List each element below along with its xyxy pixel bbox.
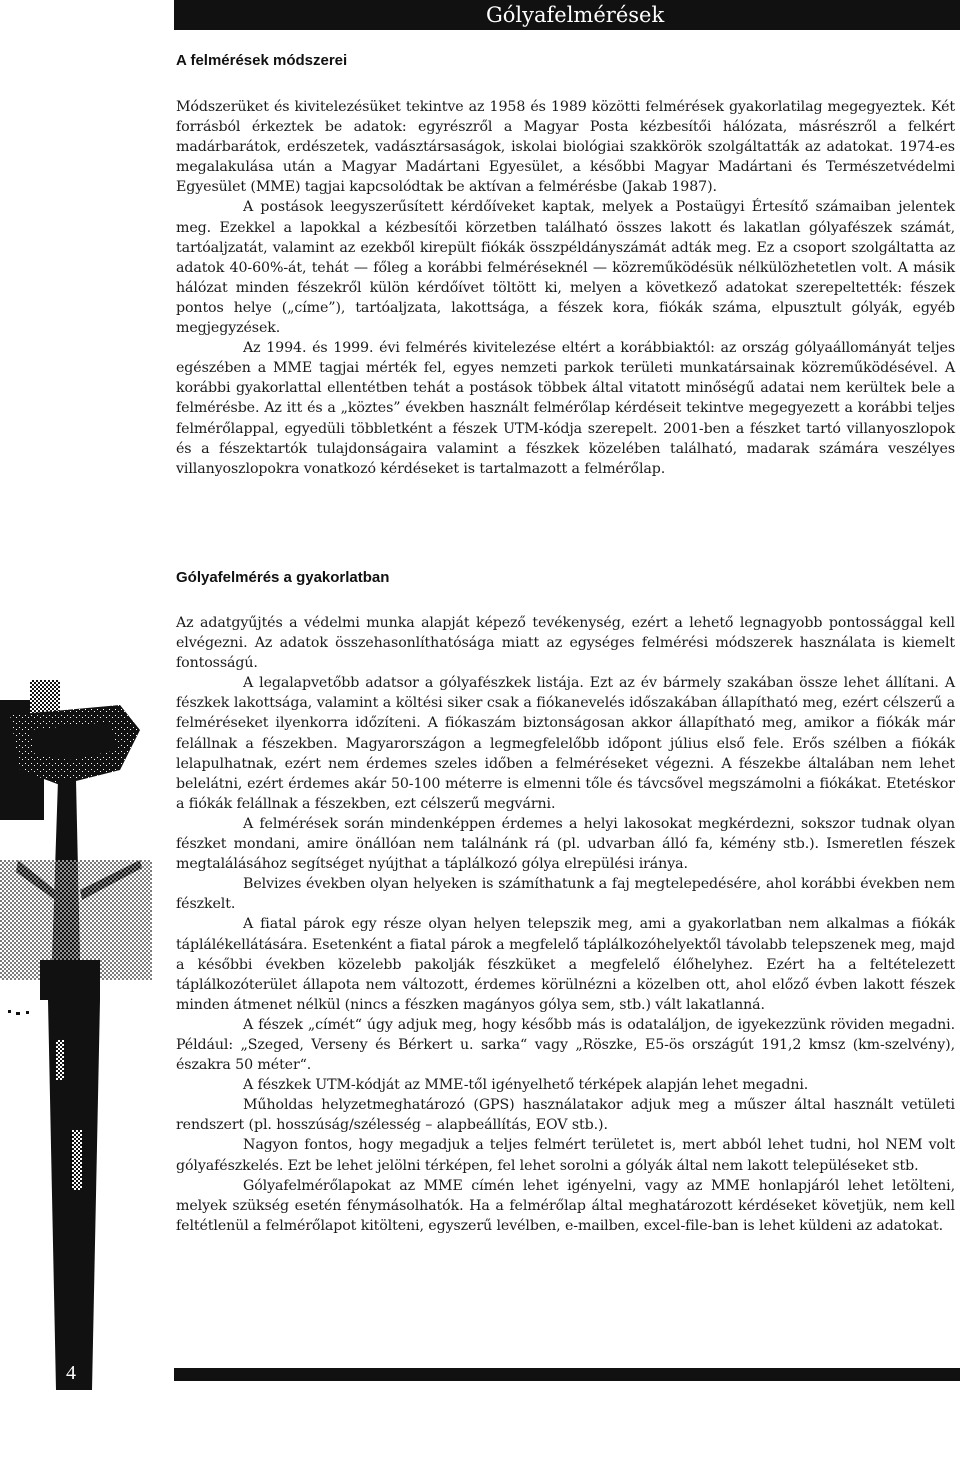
paragraph: A felmérések során mindenképpen érdemes a helyi lakosokat megkérdezni, sokszor tudnak olyan fészket mondani, amire önállóan nem találnánk rá (pl. udvarban álló fa, kémény stb.). Ismeretlen fészek megtalálásához segítséget nyújthat a táplálkozó gólya elrepülési iránya. [176,815,955,873]
section-methods-body [176,97,955,479]
page-title: Gólyafelmérések [486,3,665,27]
paragraph: A legalapvetőbb adatsor a gólyafészkek listája. Ezt az év bármely szakában össze lehet állítani. A fészkek lakottsága, valamint a költési siker csak a fiókanevelés időszakában állapítható meg, ezért célszerű a felméréseket ilyenkorra időzíteni. A fiókaszám biztonságosan akkor állapítható meg, amikor a fiókák már felállnak a fészekben. Magyarországon a legmegfelelőbb időpont július első fele. Erős szélben a fiókák lelapulhatnak, ezért nem érdemes szeles időben a felméréseket végezni. A fészekbe általában nem lehet belelátni, ezért érdemes akár 50-100 méterre is elmenni tőle és távcsővel megszámolni a fiókákat. Etetéskor a fiókák felállnak a fészekben, ezt célszerű megvárni. [176,675,955,812]
paragraph: A fészek „címét“ úgy adjuk meg, hogy később más is odataláljon, de igyekezzünk röviden megadni. Például: „Szeged, Verseny és Bérkert u. sarka“ vagy „Röszke, E5-ös országút 191,2 kmsz (km-szelvény), északra 50 méter“. [176,1016,955,1074]
page-number: 4 [66,1362,76,1384]
paragraph: Módszerüket és kivitelezésüket tekintve az 1958 és 1989 közötti felmérések gyakorlatilag megegyeztek. Két forrásból érkeztek be adatok: egyrészről a Magyar Posta kézbesítői hálózata, másrészről a felkért madárbarátok, erdészetek, vadásztársaságok, iskolai biológiai szakkörök szolgáltatták az adatokat. 1974-es megalakulása után a Magyar Madártani Egyesület, a későbbi Magyar Madártani és Természetvédelmi Egyesület (MME) tagjai kapcsolódtak be aktívan a felmérésbe (Jakab 1987). [176,99,955,196]
paragraph: A fészkek UTM-kódját az MME-től igényelhető térképek alapján lehet megadni. [243,1077,809,1094]
section-heading-practice: Gólyafelmérés a gyakorlatban [176,569,390,586]
paragraph: Belvizes években olyan helyeken is számíthatunk a faj megtelepedésére, ahol korábbi években nem fészkelt. [176,876,955,913]
paragraph: Gólyafelmérőlapokat az MME címén lehet igényelni, vagy az MME honlapjáról lehet letölteni, melyek szükség esetén fénymásolhatók. Ha a felmérőlap által meghatározott kérdéseket követjük, nem kell feltétlenül a felmérőlapot kitölteni, egyszerű levélben, e-mailben, excel-file-ban is lehet küldeni az adatokat. [176,1177,955,1234]
paragraph: A fiatal párok egy része olyan helyen telepszik meg, ami a gyakorlatban nem alkalmas a fiókák táplálékellátására. Esetenként a fiatal párok a megfelelő táplálkozóhelyektől távolabb telepszenek meg, majd a későbbi években közelebb pakolják fészküket a megfelelő élőhelyhez. Ezért ha a feltételezett táplálkozóterület állapota nem változott, érdemes körülnézni a közelben ott, ahol előző évben lakott fészek minden átmenet nélkül (nincs a fészken magányos gólya sem, stb.) vált lakatlanná. [176,916,955,1013]
paragraph: Műholdas helyzetmeghatározó (GPS) használatakor adjuk meg a műszer által használt vetületi rendszert (pl. hosszúság/szélesség – alapbeállítás, EOV stb.). [176,1097,955,1134]
paragraph: A postások leegyszerűsített kérdőíveket kaptak, melyek a Postaügyi Értesítő számaiban jelentek meg. Ezekkel a lapokkal a kézbesítői körzetben található összes lakott és lakatlan gólyafészek számát, tartóaljzatát, valamint az ezekből kirepült fiókák összpéldányszámát adták meg. Ez a csoport szolgáltatta az adatok 40-60%-át, tehát — főleg a korábbi felméréseknél — közreműködésük nélkülözhetetlen volt. A másik hálózat minden fészekről külön kérdőívet töltött ki, melyen a következő adatokat szerepeltették: fészek pontos helye („címe”), tartóaljzata, lakottsága, a fészek kora, fiókák száma, elpusztult gólyák, egyéb megjegyzések. [176,199,955,337]
paragraph: Az adatgyűjtés a védelmi munka alapját képező tevékenység, ezért a lehető legnagyobb pontossággal kell elvégezni. Az adatok összehasonlíthatósága miatt az egységes felmérési módszerek használata is kiemelt fontosságú. [176,615,955,672]
footer-bar [174,1368,960,1381]
paragraph: Nagyon fontos, hogy megadjuk a teljes felmért területet is, mert abból lehet tudni, hol NEM volt gólyafészkelés. Ezt be lehet jelölni térképen, fel lehet sorolni a gólyák által nem lakott településeket stb. [176,1137,955,1174]
stork-nest-photo [0,660,152,1390]
section-practice-body [176,613,955,1236]
paragraph: Az 1994. és 1999. évi felmérés kivitelezése eltért a korábbiaktól: az ország gólyaállományát teljes egészében a MME tagjai mérték fel, egyes nemzeti parkok területi munkatársainak közreműködésével. A korábbi gyakorlattal ellentétben tehát a postások többek által vitatott minőségű adatai nem kerültek bele a felmérésbe. Az itt és a „köztes” években használt felmérőlap kérdéseit tekintve megegyezett a korábbi teljes felmérőlappal, egyedüli többletként a fészek UTM-kódja szerepelt. 2001-ben a fészket tartó villanyoszlopok és a fészektartók tulajdonságaira valamint a fészkek közelében található, madarak számára veszélyes villanyoszlopokra vonatkozó kérdéseket is tartalmazott a felmérőlap. [176,340,955,477]
section-heading-methods: A felmérések módszerei [176,52,348,69]
